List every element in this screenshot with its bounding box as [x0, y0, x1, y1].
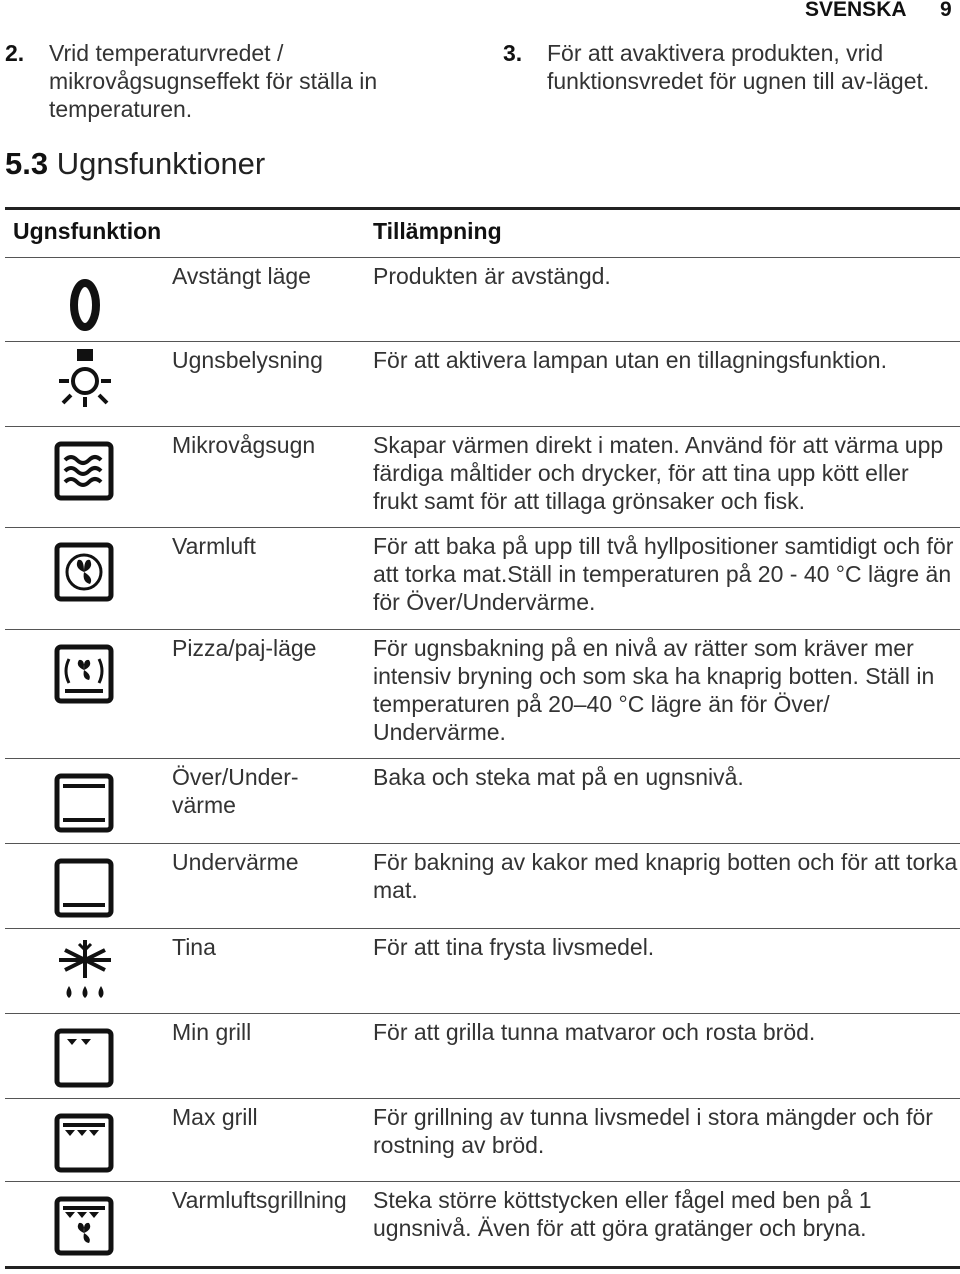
function-description: För bakning av kakor med knaprig botten och för att torka mat.: [373, 849, 958, 903]
table-row-bottom-heat: [5, 843, 960, 928]
row-separator: [5, 758, 960, 759]
row-separator: [5, 257, 960, 258]
oven-functions-table: [5, 207, 960, 1269]
section-heading: Ugnsfunktioner: [56, 146, 266, 181]
section-number: 5.3: [5, 146, 49, 181]
function-description: För att aktivera lampan utan en tillagningsfunktion.: [373, 347, 887, 373]
function-name: Varmluftsgrillning: [172, 1187, 347, 1213]
row-separator: [5, 341, 960, 342]
row-separator: [5, 843, 960, 844]
bottom-heat-icon: [45, 851, 125, 923]
microwave-icon: [45, 434, 125, 506]
column-header-function: Ugnsfunktion: [13, 218, 162, 244]
function-description: Steka större köttstycken eller fågel med ben på 1 ugnsnivå. Även för att göra gratänger och bryna.: [373, 1187, 872, 1241]
top-bottom-heat-icon: [45, 766, 125, 838]
function-description: För ugnsbakning på en nivå av rätter som kräver mer intensiv bryning och som ska ha knaprig botten. Ställ in temperaturen på 20–40 °C lägre än för Över/ Undervärme.: [373, 635, 935, 745]
table-row-defrost: [5, 928, 960, 1013]
row-separator: [5, 928, 960, 929]
row-separator: [5, 629, 960, 630]
step-text: För att avaktivera produkten, vrid funktionsvredet för ugnen till av-läget.: [547, 40, 930, 94]
table-row-fan-grill: [5, 1181, 960, 1266]
function-description: Baka och steka mat på en ugnsnivå.: [373, 764, 744, 790]
table-row-lamp: [5, 341, 960, 426]
function-description: För att baka på upp till två hyllpositioner samtidigt och för att torka mat.Ställ in temperaturen på 20 - 40 °C lägre än för Över/Undervärme.: [373, 533, 954, 615]
pizza-fan-icon: [45, 637, 125, 709]
fan-grill-icon: [45, 1189, 125, 1261]
step-number: 3.: [503, 40, 523, 66]
table-top-rule: [5, 207, 960, 210]
table-row-top-bottom-heat: [5, 758, 960, 843]
function-name: Pizza/paj-läge: [172, 635, 317, 661]
function-name: Undervärme: [172, 849, 299, 875]
min-grill-icon: [45, 1021, 125, 1093]
function-name: Min grill: [172, 1019, 252, 1045]
function-name: Varmluft: [172, 533, 256, 559]
row-separator: [5, 1181, 960, 1182]
table-row-off: [5, 257, 960, 341]
step-number: 2.: [5, 40, 25, 66]
function-description: För att tina frysta livsmedel.: [373, 934, 655, 960]
row-separator: [5, 426, 960, 427]
function-description: För grillning av tunna livsmedel i stora mängder och för rostning av bröd.: [373, 1104, 933, 1158]
fan-icon: [45, 535, 125, 607]
table-row-microwave: [5, 426, 960, 527]
function-name: Ugnsbelysning: [172, 347, 323, 373]
max-grill-icon: [45, 1106, 125, 1178]
function-description: Skapar värmen direkt i maten. Använd för att värma upp färdiga måltider och drycker, för att tina upp kött eller frukt samt för att tillaga grönsaker och fisk.: [373, 432, 944, 514]
table-row-pizza: [5, 629, 960, 758]
column-header-application: Tillämpning: [373, 218, 502, 244]
function-name: Avstängt läge: [172, 263, 311, 289]
off-zero-icon: [45, 265, 125, 337]
table-row-fan: [5, 527, 960, 629]
section-title: [5, 146, 265, 182]
defrost-icon: [45, 936, 125, 1008]
function-description: För att grilla tunna matvaror och rosta bröd.: [373, 1019, 816, 1045]
row-separator: [5, 1013, 960, 1014]
function-name: Mikrovågsugn: [172, 432, 316, 458]
function-name: Tina: [172, 934, 216, 960]
step-text: Vrid temperaturvredet / mikrovågsugnseffekt för ställa in temperaturen.: [49, 40, 378, 122]
lamp-icon: [45, 349, 125, 421]
function-name: Över/Under- värme: [172, 764, 299, 818]
row-separator: [5, 527, 960, 528]
table-row-max-grill: [5, 1098, 960, 1193]
table-row-min-grill: [5, 1013, 960, 1098]
table-bottom-rule: [5, 1266, 960, 1269]
page-number: 9: [940, 0, 952, 21]
row-separator: [5, 1098, 960, 1099]
header-language: SVENSKA: [805, 0, 907, 21]
function-description: Produkten är avstängd.: [373, 263, 611, 289]
function-name: Max grill: [172, 1104, 258, 1130]
